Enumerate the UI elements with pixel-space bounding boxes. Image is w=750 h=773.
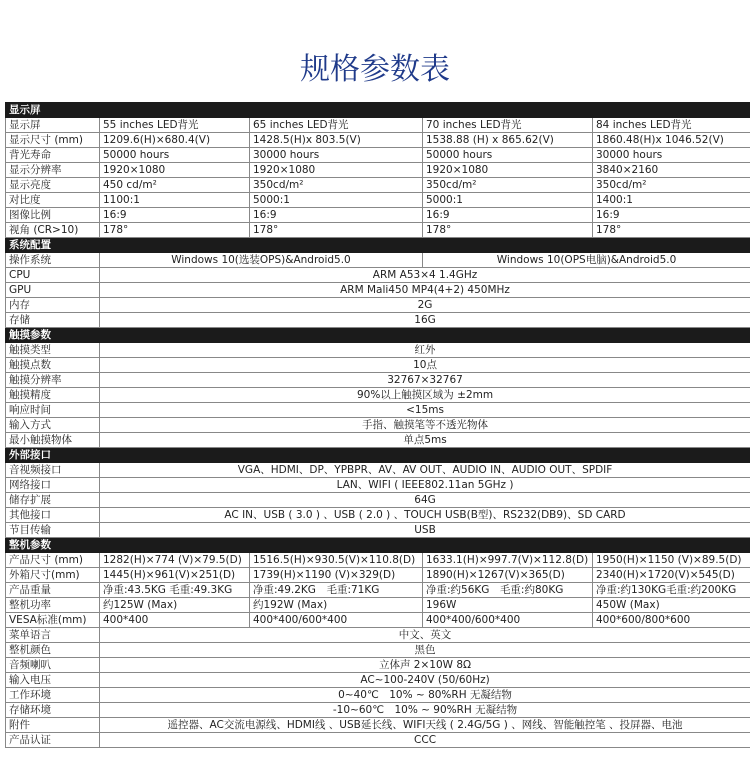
spec-value: 400*400/600*400 xyxy=(423,613,593,628)
table-row xyxy=(6,253,750,268)
row-label: 触摸精度 xyxy=(6,388,100,403)
table-row xyxy=(6,208,750,223)
table-row xyxy=(6,628,750,643)
section-header xyxy=(6,328,750,343)
table-row xyxy=(6,343,750,358)
spec-value: 70 inches LED背光 xyxy=(423,118,593,133)
spec-value: ARM A53×4 1.4GHz xyxy=(100,268,750,283)
table-row xyxy=(6,193,750,208)
spec-value: 1400:1 xyxy=(593,193,750,208)
spec-table xyxy=(5,102,750,748)
spec-value: 350cd/m² xyxy=(250,178,423,193)
spec-value: AC~100-240V (50/60Hz) xyxy=(100,673,750,688)
spec-value: 净重:49.2KG 毛重:71KG xyxy=(250,583,423,598)
row-label: 存储环境 xyxy=(6,703,100,718)
spec-value: 65 inches LED背光 xyxy=(250,118,423,133)
table-row xyxy=(6,313,750,328)
spec-value: 30000 hours xyxy=(593,148,750,163)
spec-value: 350cd/m² xyxy=(593,178,750,193)
table-row xyxy=(6,673,750,688)
table-row xyxy=(6,583,750,598)
spec-value: 1428.5(H)x 803.5(V) xyxy=(250,133,423,148)
spec-value: 32767×32767 xyxy=(100,373,750,388)
spec-value: 1920×1080 xyxy=(250,163,423,178)
spec-value: CCC xyxy=(100,733,750,748)
table-row xyxy=(6,658,750,673)
row-label: 存储 xyxy=(6,313,100,328)
spec-value: 黑色 xyxy=(100,643,750,658)
spec-value: 1739(H)×1190 (V)×329(D) xyxy=(250,568,423,583)
row-label: 显示尺寸 (mm) xyxy=(6,133,100,148)
row-label: 其他接口 xyxy=(6,508,100,523)
spec-value: 0~40℃ 10% ~ 80%RH 无凝结物 xyxy=(100,688,750,703)
row-label: CPU xyxy=(6,268,100,283)
table-row xyxy=(6,388,750,403)
spec-value: 400*400 xyxy=(100,613,250,628)
section-title: 系统配置 xyxy=(6,238,750,253)
table-row xyxy=(6,703,750,718)
spec-value: 350cd/m² xyxy=(423,178,593,193)
row-label: 产品认证 xyxy=(6,733,100,748)
table-row xyxy=(6,223,750,238)
table-row xyxy=(6,163,750,178)
row-label: 触摸点数 xyxy=(6,358,100,373)
spec-value: 16:9 xyxy=(100,208,250,223)
spec-value: 2G xyxy=(100,298,750,313)
spec-value: 178° xyxy=(250,223,423,238)
section-header xyxy=(6,448,750,463)
section-header xyxy=(6,538,750,553)
table-row xyxy=(6,418,750,433)
table-row xyxy=(6,283,750,298)
row-label: 输入方式 xyxy=(6,418,100,433)
table-row xyxy=(6,373,750,388)
table-row xyxy=(6,733,750,748)
table-row xyxy=(6,718,750,733)
row-label: 音视频接口 xyxy=(6,463,100,478)
table-row xyxy=(6,613,750,628)
row-label: 储存扩展 xyxy=(6,493,100,508)
spec-value: 1516.5(H)×930.5(V)×110.8(D) xyxy=(250,553,423,568)
spec-value: 30000 hours xyxy=(250,148,423,163)
spec-value: 16:9 xyxy=(423,208,593,223)
spec-value: 84 inches LED背光 xyxy=(593,118,750,133)
spec-value: Windows 10(OPS电脑)&Android5.0 xyxy=(423,253,750,268)
spec-value: 400*400/600*400 xyxy=(250,613,423,628)
spec-value: 1860.48(H)x 1046.52(V) xyxy=(593,133,750,148)
spec-value: 约192W (Max) xyxy=(250,598,423,613)
row-label: 产品重量 xyxy=(6,583,100,598)
row-label: 触摸类型 xyxy=(6,343,100,358)
table-row xyxy=(6,118,750,133)
spec-value: 中文、英文 xyxy=(100,628,750,643)
table-row xyxy=(6,133,750,148)
spec-value: <15ms xyxy=(100,403,750,418)
spec-value: 400*600/800*600 xyxy=(593,613,750,628)
row-label: VESA标准(mm) xyxy=(6,613,100,628)
row-label: 菜单语言 xyxy=(6,628,100,643)
spec-value: 净重:约130KG毛重:约200KG xyxy=(593,583,750,598)
spec-value: 1209.6(H)×680.4(V) xyxy=(100,133,250,148)
spec-value: 50000 hours xyxy=(100,148,250,163)
spec-value: 50000 hours xyxy=(423,148,593,163)
row-label: 网络接口 xyxy=(6,478,100,493)
spec-value: 1890(H)×1267(V)×365(D) xyxy=(423,568,593,583)
table-row xyxy=(6,148,750,163)
row-label: 响应时间 xyxy=(6,403,100,418)
section-title: 显示屏 xyxy=(6,103,750,118)
spec-value: 55 inches LED背光 xyxy=(100,118,250,133)
spec-value: 1282(H)×774 (V)×79.5(D) xyxy=(100,553,250,568)
row-label: 图像比例 xyxy=(6,208,100,223)
spec-value: 1445(H)×961(V)×251(D) xyxy=(100,568,250,583)
spec-value: 单点5ms xyxy=(100,433,750,448)
spec-value: 64G xyxy=(100,493,750,508)
spec-value: 1538.88 (H) x 865.62(V) xyxy=(423,133,593,148)
row-label: 附件 xyxy=(6,718,100,733)
table-row xyxy=(6,478,750,493)
spec-value: ARM Mali450 MP4(4+2) 450MHz xyxy=(100,283,750,298)
table-row xyxy=(6,553,750,568)
spec-value: 450 cd/m² xyxy=(100,178,250,193)
row-label: 对比度 xyxy=(6,193,100,208)
row-label: 节目传输 xyxy=(6,523,100,538)
table-row xyxy=(6,568,750,583)
section-title: 外部接口 xyxy=(6,448,750,463)
section-header xyxy=(6,238,750,253)
spec-value: 立体声 2×10W 8Ω xyxy=(100,658,750,673)
spec-value: 净重:约56KG 毛重:约80KG xyxy=(423,583,593,598)
spec-value: 2340(H)×1720(V)×545(D) xyxy=(593,568,750,583)
spec-value: 约125W (Max) xyxy=(100,598,250,613)
table-row xyxy=(6,403,750,418)
spec-value: AC IN、USB ( 3.0 ) 、USB ( 2.0 ) 、TOUCH USB(B型)、RS232(DB9)、SD CARD xyxy=(100,508,750,523)
spec-value: 5000:1 xyxy=(423,193,593,208)
spec-value: 1920×1080 xyxy=(423,163,593,178)
spec-value: 16G xyxy=(100,313,750,328)
spec-value: 16:9 xyxy=(250,208,423,223)
row-label: 整机颜色 xyxy=(6,643,100,658)
section-title: 整机参数 xyxy=(6,538,750,553)
row-label: 外箱尺寸(mm) xyxy=(6,568,100,583)
spec-value: 净重:43.5KG 毛重:49.3KG xyxy=(100,583,250,598)
table-row xyxy=(6,493,750,508)
row-label: 显示分辨率 xyxy=(6,163,100,178)
spec-value: 16:9 xyxy=(593,208,750,223)
spec-value: 10点 xyxy=(100,358,750,373)
spec-value: 1633.1(H)×997.7(V)×112.8(D) xyxy=(423,553,593,568)
spec-value: 1100:1 xyxy=(100,193,250,208)
spec-value: 3840×2160 xyxy=(593,163,750,178)
row-label: 整机功率 xyxy=(6,598,100,613)
section-header xyxy=(6,103,750,118)
row-label: GPU xyxy=(6,283,100,298)
table-row xyxy=(6,463,750,478)
table-row xyxy=(6,358,750,373)
table-row xyxy=(6,523,750,538)
spec-value: 196W xyxy=(423,598,593,613)
spec-value: 红外 xyxy=(100,343,750,358)
row-label: 背光寿命 xyxy=(6,148,100,163)
spec-value: VGA、HDMI、DP、YPBPR、AV、AV OUT、AUDIO IN、AUDIO OUT、SPDIF xyxy=(100,463,750,478)
table-row xyxy=(6,508,750,523)
spec-value: LAN、WIFI ( IEEE802.11an 5GHz ) xyxy=(100,478,750,493)
spec-value: 178° xyxy=(100,223,250,238)
page-title: 规格参数表 xyxy=(300,52,450,87)
spec-value: -10~60℃ 10% ~ 90%RH 无凝结物 xyxy=(100,703,750,718)
spec-value: 1950(H)×1150 (V)×89.5(D) xyxy=(593,553,750,568)
row-label: 产品尺寸 (mm) xyxy=(6,553,100,568)
table-row xyxy=(6,688,750,703)
row-label: 显示屏 xyxy=(6,118,100,133)
spec-value: 450W (Max) xyxy=(593,598,750,613)
row-label: 音频喇叭 xyxy=(6,658,100,673)
row-label: 视角 (CR>10) xyxy=(6,223,100,238)
spec-value: 178° xyxy=(423,223,593,238)
row-label: 内存 xyxy=(6,298,100,313)
section-title: 触摸参数 xyxy=(6,328,750,343)
spec-value: 5000:1 xyxy=(250,193,423,208)
spec-value: Windows 10(选装OPS)&Android5.0 xyxy=(100,253,423,268)
table-row xyxy=(6,178,750,193)
spec-value: 手指、触摸笔等不透光物体 xyxy=(100,418,750,433)
spec-value: 90%以上触摸区域为 ±2mm xyxy=(100,388,750,403)
row-label: 输入电压 xyxy=(6,673,100,688)
table-row xyxy=(6,268,750,283)
table-row xyxy=(6,433,750,448)
row-label: 触摸分辨率 xyxy=(6,373,100,388)
row-label: 工作环境 xyxy=(6,688,100,703)
row-label: 最小触摸物体 xyxy=(6,433,100,448)
table-row xyxy=(6,298,750,313)
table-row xyxy=(6,643,750,658)
table-row xyxy=(6,598,750,613)
spec-value: 遥控器、AC交流电源线、HDMI线 、USB延长线、WIFI天线 ( 2.4G/5G ) 、网线、智能触控笔 、投屏器、电池 xyxy=(100,718,750,733)
row-label: 显示亮度 xyxy=(6,178,100,193)
row-label: 操作系统 xyxy=(6,253,100,268)
spec-value: USB xyxy=(100,523,750,538)
spec-value: 178° xyxy=(593,223,750,238)
spec-value: 1920×1080 xyxy=(100,163,250,178)
